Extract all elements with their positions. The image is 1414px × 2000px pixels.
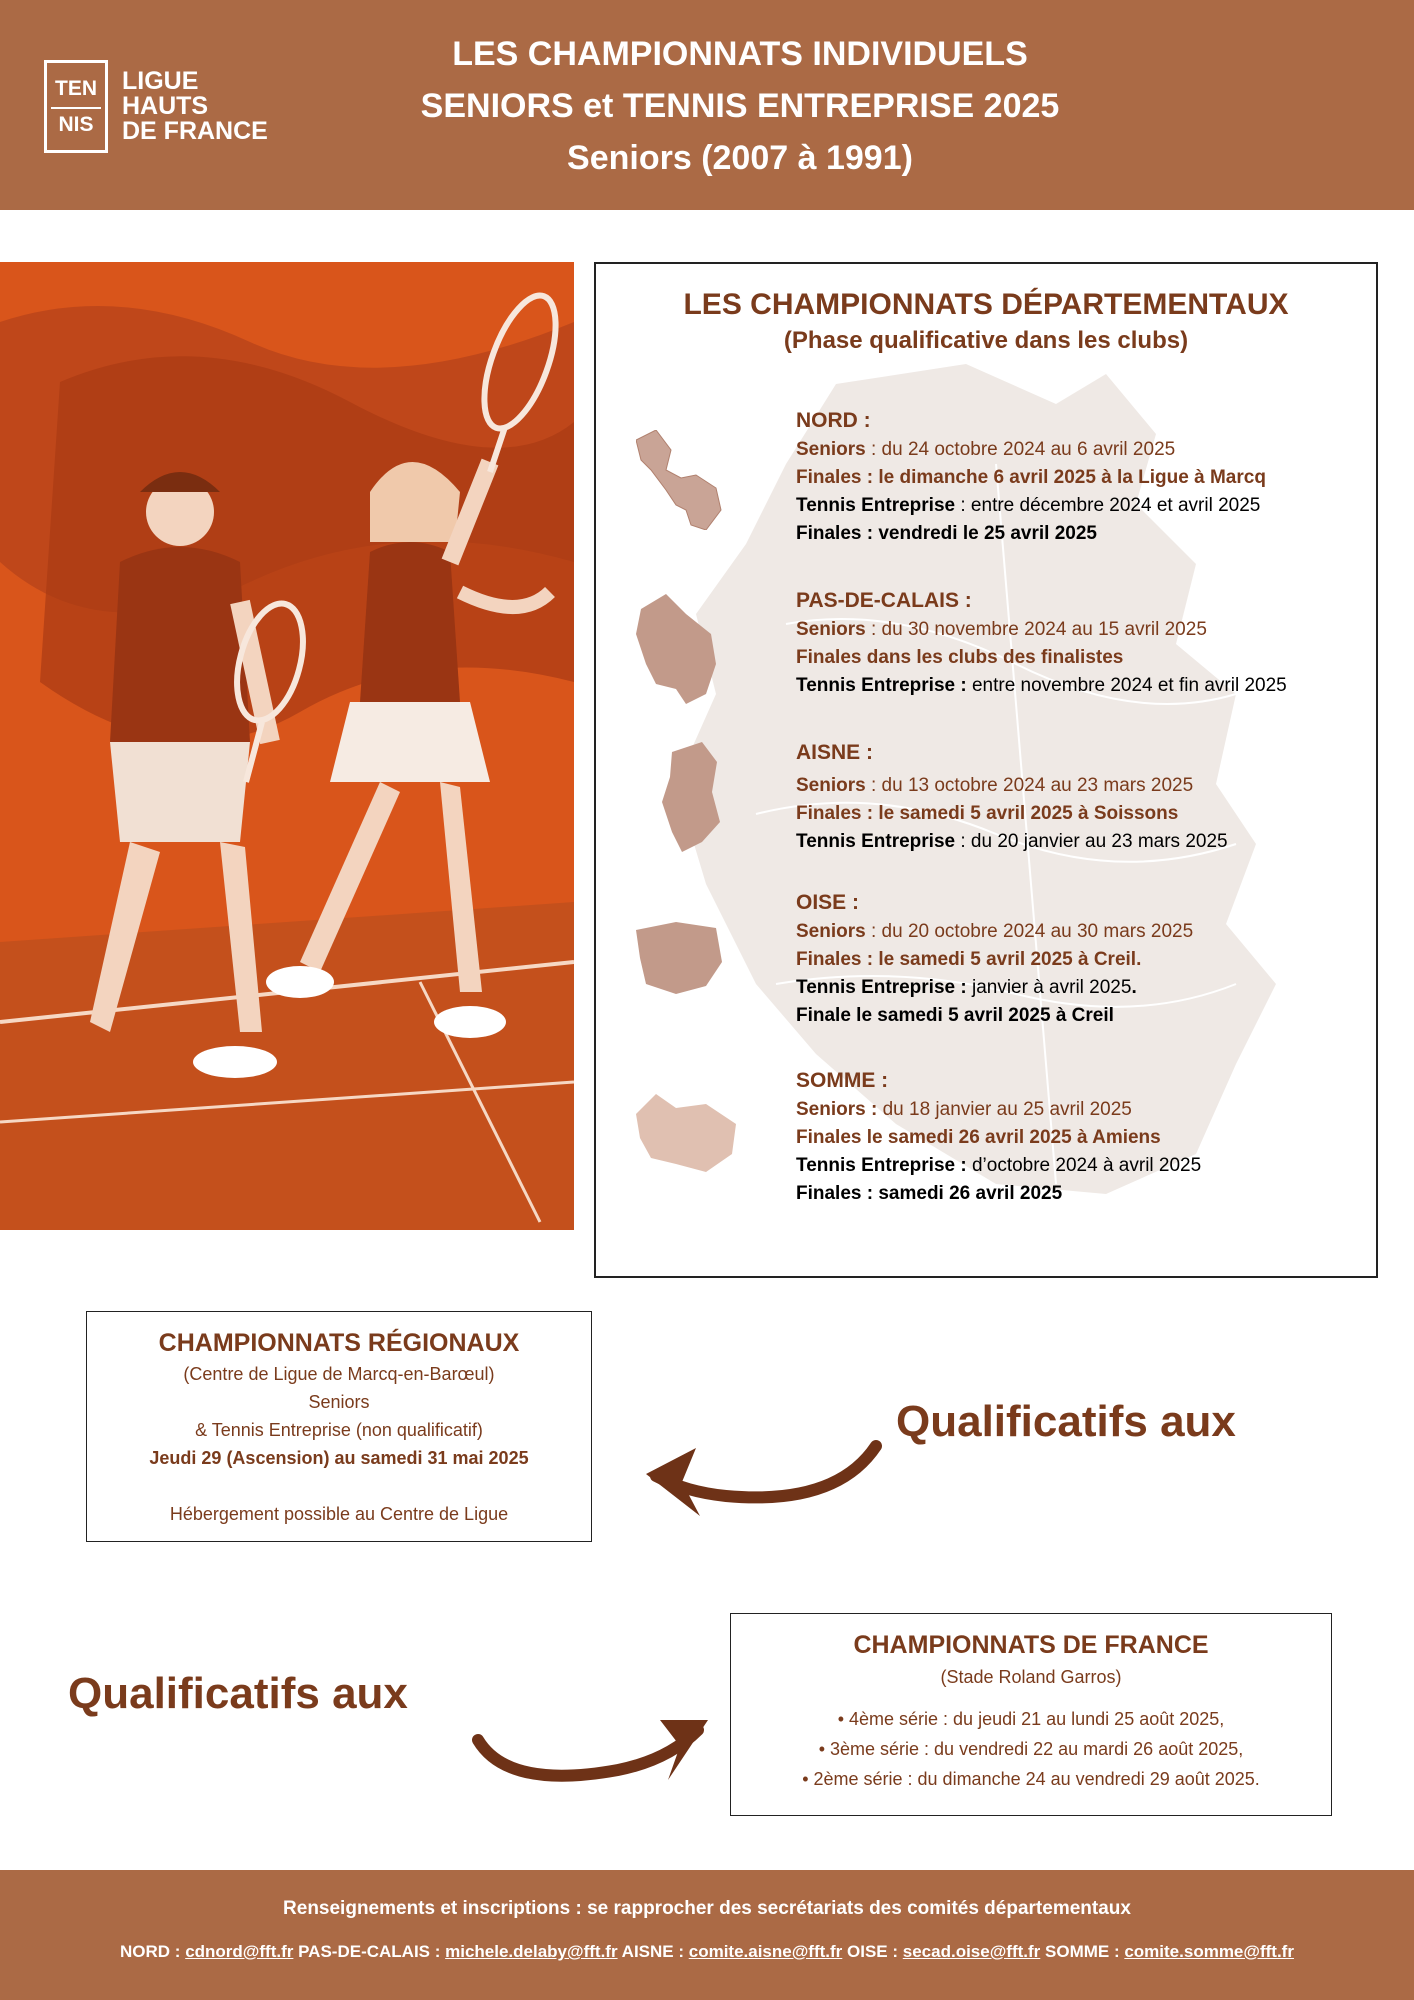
qualif-label-1: Qualificatifs aux	[896, 1397, 1236, 1446]
aisne-seniors-dates: : du 13 octobre 2024 au 23 mars 2025	[865, 775, 1194, 796]
nord-name: NORD :	[796, 409, 871, 432]
logo-line-1: LIGUE	[122, 67, 199, 95]
pas-de-calais-map-icon	[636, 594, 716, 704]
qualif-label-2: Qualificatifs aux	[68, 1669, 408, 1718]
footer-banner	[0, 1870, 1414, 2000]
dept-aisne	[796, 738, 1366, 856]
ligue-logo	[44, 60, 268, 153]
nord-finals: Finales : le dimanche 6 avril 2025 à la Ligue à Marcq	[796, 467, 1266, 488]
france-series-3: • 3ème série : du vendredi 22 au mardi 26 août 2025,	[818, 1739, 1244, 1759]
pdc-te-label: Tennis Entreprise :	[796, 675, 967, 696]
page-title	[330, 28, 1150, 184]
logo-line-2: HAUTS	[122, 92, 209, 120]
aisne-map-icon	[662, 742, 722, 852]
somme-map-icon	[636, 1094, 736, 1172]
france-title: CHAMPIONNATS DE FRANCE	[853, 1631, 1209, 1659]
contact-somme-label: SOMME :	[1040, 1942, 1125, 1961]
nord-te-dates: : entre décembre 2024 et avril 2025	[955, 495, 1261, 516]
nord-te-finals: Finales : vendredi le 25 avril 2025	[796, 523, 1097, 544]
nord-map-icon	[636, 430, 726, 530]
oise-seniors-label: Seniors	[796, 921, 866, 942]
departmental-title: LES CHAMPIONNATS DÉPARTEMENTAUX	[683, 288, 1289, 321]
title-line-3: Seniors (2007 à 1991)	[567, 139, 913, 177]
title-line-1: LES CHAMPIONNATS INDIVIDUELS	[452, 35, 1028, 73]
contact-nord-label: NORD :	[120, 1942, 186, 1961]
oise-te-dot: .	[1131, 977, 1137, 998]
contact-oise-email[interactable]: secad.oise@fft.fr	[902, 1942, 1041, 1961]
contact-somme-email[interactable]: comite.somme@fft.fr	[1124, 1942, 1294, 1961]
dept-somme	[796, 1066, 1366, 1208]
aisne-te-label: Tennis Entreprise	[796, 831, 956, 852]
header-banner	[0, 0, 1414, 210]
dept-pas-de-calais	[796, 586, 1366, 700]
somme-seniors-label: Seniors :	[796, 1099, 878, 1120]
somme-te-dates: d’octobre 2024 à avril 2025	[966, 1155, 1202, 1176]
oise-te-dates: janvier à avril 2025	[966, 977, 1132, 998]
oise-name: OISE :	[796, 891, 860, 914]
france-subtitle: (Stade Roland Garros)	[940, 1667, 1122, 1687]
somme-te-label: Tennis Entreprise :	[796, 1155, 967, 1176]
oise-seniors-dates: : du 20 octobre 2024 au 30 mars 2025	[865, 921, 1194, 942]
logo-wordmark	[122, 69, 268, 144]
regional-venue: (Centre de Ligue de Marcq-en-Barœul)	[183, 1364, 495, 1384]
pdc-finals: Finales dans les clubs des finalistes	[796, 647, 1124, 668]
contact-aisne-label: AISNE :	[617, 1942, 689, 1961]
contact-pdc-email[interactable]: michele.delaby@fft.fr	[445, 1942, 618, 1961]
pdc-name: PAS-DE-CALAIS :	[796, 589, 972, 612]
france-box	[730, 1613, 1332, 1816]
departmental-subtitle: (Phase qualificative dans les clubs)	[783, 327, 1189, 354]
pdc-seniors-label: Seniors	[796, 619, 866, 640]
regional-lodging: Hébergement possible au Centre de Ligue	[169, 1504, 509, 1524]
aisne-name: AISNE :	[796, 741, 874, 764]
tennis-players-illustration	[0, 262, 574, 1230]
dept-nord	[796, 406, 1366, 548]
nord-te-label: Tennis Entreprise	[796, 495, 956, 516]
regional-seniors: Seniors	[308, 1392, 370, 1412]
logo-ten: TEN	[55, 76, 97, 100]
somme-name: SOMME :	[796, 1069, 889, 1092]
regional-te: & Tennis Entreprise (non qualificatif)	[195, 1420, 483, 1440]
nord-seniors-dates: : du 24 octobre 2024 au 6 avril 2025	[865, 439, 1176, 460]
france-series-2: • 2ème série : du dimanche 24 au vendredi 29 août 2025.	[802, 1769, 1260, 1789]
footer-contacts	[0, 1938, 1414, 1966]
regional-title: CHAMPIONNATS RÉGIONAUX	[158, 1329, 520, 1357]
regional-box	[86, 1311, 592, 1542]
curved-arrow-left-icon	[636, 1426, 886, 1536]
aisne-seniors-label: Seniors	[796, 775, 866, 796]
somme-finals: Finales le samedi 26 avril 2025 à Amiens	[796, 1127, 1161, 1148]
pdc-te-dates: entre novembre 2024 et fin avril 2025	[966, 675, 1287, 696]
footer-info: Renseignements et inscriptions : se rapprocher des secrétariats des comités départementaux	[283, 1898, 1131, 1919]
contact-aisne-email[interactable]: comite.aisne@fft.fr	[688, 1942, 843, 1961]
contact-pdc-label: PAS-DE-CALAIS :	[293, 1942, 446, 1961]
aisne-finals: Finales : le samedi 5 avril 2025 à Soissons	[796, 803, 1179, 824]
aisne-te-dates: : du 20 janvier au 23 mars 2025	[955, 831, 1228, 852]
tennis-logo-mark	[44, 60, 108, 153]
dept-oise	[796, 888, 1366, 1030]
nord-seniors-label: Seniors	[796, 439, 866, 460]
france-series-4: • 4ème série : du jeudi 21 au lundi 25 août 2025,	[837, 1709, 1225, 1729]
logo-nis: NIS	[58, 112, 94, 136]
somme-te-finals: Finales : samedi 26 avril 2025	[796, 1183, 1063, 1204]
logo-line-3: DE FRANCE	[122, 117, 268, 145]
somme-seniors-dates: du 18 janvier au 25 avril 2025	[877, 1099, 1132, 1120]
pdc-seniors-dates: : du 30 novembre 2024 au 15 avril 2025	[865, 619, 1207, 640]
regional-dates: Jeudi 29 (Ascension) au samedi 31 mai 2025	[149, 1448, 529, 1468]
contact-nord-email[interactable]: cdnord@fft.fr	[185, 1942, 294, 1961]
oise-map-icon	[636, 922, 722, 994]
title-line-2: SENIORS et TENNIS ENTREPRISE 2025	[420, 87, 1060, 125]
departmental-box	[594, 262, 1378, 1278]
curved-arrow-right-icon	[468, 1690, 718, 1800]
oise-te-label: Tennis Entreprise :	[796, 977, 967, 998]
oise-finals: Finales : le samedi 5 avril 2025 à Creil.	[796, 949, 1142, 970]
oise-te-finals: Finale le samedi 5 avril 2025 à Creil	[796, 1005, 1114, 1026]
contact-oise-label: OISE :	[842, 1942, 903, 1961]
france-series-list	[731, 1704, 1331, 1794]
